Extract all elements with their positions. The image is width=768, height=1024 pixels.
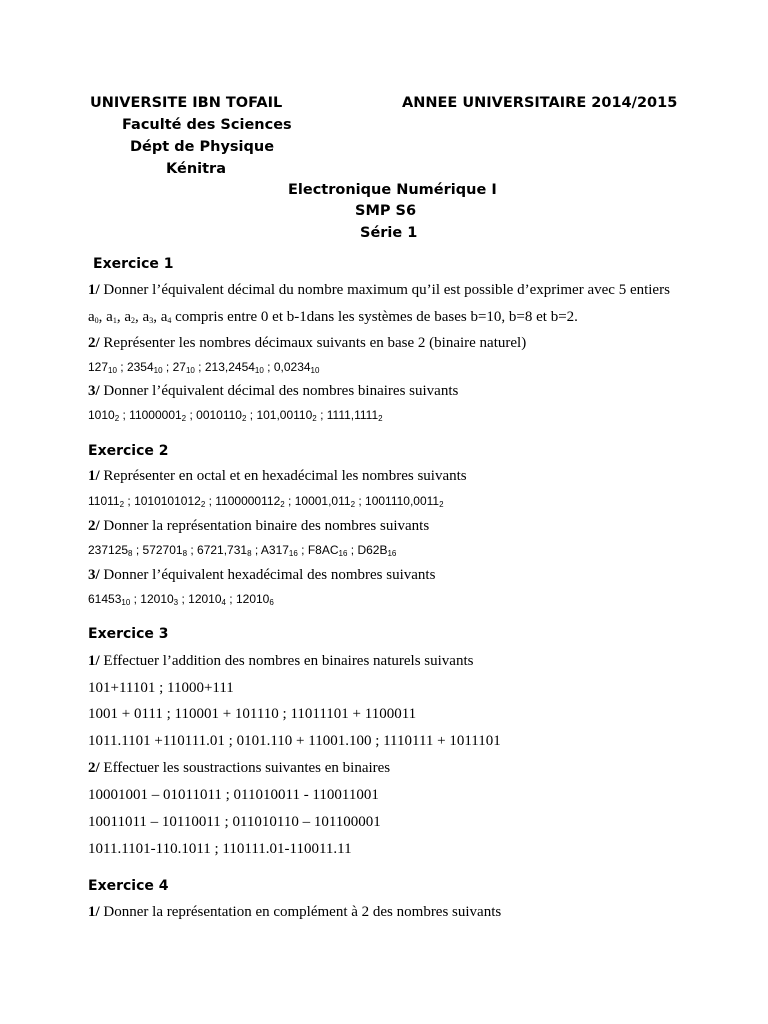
question-text: Donner l’équivalent hexadécimal des nombres suivants	[99, 567, 436, 583]
number-value: 237125	[88, 543, 129, 557]
variable-term	[88, 309, 99, 325]
exercise-3-subtraction-line-2: 10011011 – 10110011 ; 011010110 – 101100001	[88, 814, 381, 830]
variable-index: 3	[149, 316, 154, 325]
question-text: Effectuer les soustractions suivantes en binaires	[99, 760, 391, 776]
question-number: 3/	[88, 567, 100, 583]
variable-term	[117, 309, 135, 325]
exercise-2-question-2-numbers	[88, 544, 396, 556]
number-item	[88, 494, 134, 508]
number-item	[236, 592, 274, 606]
exercise-2-question-3-numbers	[88, 593, 274, 605]
number-item	[197, 543, 261, 557]
department-name: Dépt de Physique	[130, 139, 275, 155]
variable-index: 4	[167, 316, 172, 325]
number-base: 2	[241, 414, 247, 423]
question-text: compris entre 0 et b-1dans les systèmes de bases b=10, b=8 et b=2.	[171, 309, 578, 325]
separator: ;	[194, 360, 205, 374]
number-base: 2	[350, 500, 356, 509]
variable-index: 1	[112, 316, 117, 325]
number-base: 2	[200, 500, 206, 509]
separator: ;	[297, 543, 308, 557]
question-number: 1/	[88, 468, 100, 484]
question-text: Donner l’équivalent décimal du nombre maximum qu’il est possible d’exprimer avec 5 entiers	[99, 282, 670, 298]
exercise-3-title: Exercice 3	[88, 626, 169, 642]
number-item	[256, 408, 326, 422]
exercise-1-question-3-numbers	[88, 409, 383, 421]
number-item	[88, 360, 127, 374]
exercise-3-addition-line-1: 101+11101 ; 11000+111	[88, 680, 234, 696]
number-value: 61453	[88, 592, 122, 606]
exercise-2-question-1	[88, 469, 467, 484]
number-value: D62B	[357, 543, 388, 557]
exercise-3-subtraction-line-3: 1011.1101-110.1011 ; 110111.01-110011.11	[88, 841, 352, 857]
number-value: 1001110,0011	[365, 494, 440, 508]
university-name: UNIVERSITE IBN TOFAIL	[90, 95, 283, 111]
number-base: 2	[378, 414, 383, 423]
exercise-4-question-1	[88, 905, 501, 920]
number-value: 1010101012	[134, 494, 201, 508]
number-item	[143, 543, 198, 557]
question-number: 1/	[88, 904, 100, 920]
variable-list	[88, 309, 171, 325]
separator: ;	[162, 360, 173, 374]
number-value: 0010110	[196, 408, 242, 422]
exercise-2-title: Exercice 2	[88, 443, 169, 459]
level-label: SMP S6	[355, 203, 417, 219]
separator: ;	[119, 408, 130, 422]
number-base: 3	[173, 598, 179, 607]
number-base: 10	[310, 366, 320, 375]
separator: ;	[205, 494, 216, 508]
separator: ;	[355, 494, 366, 508]
number-item	[215, 494, 294, 508]
separator: ;	[186, 408, 197, 422]
faculty-name: Faculté des Sciences	[122, 117, 292, 133]
question-number: 1/	[88, 653, 100, 669]
number-base: 8	[247, 549, 252, 558]
question-number: 2/	[88, 760, 100, 776]
number-item	[295, 494, 365, 508]
city-name: Kénitra	[166, 161, 226, 177]
question-text: Représenter les nombres décimaux suivants en base 2 (binaire naturel)	[99, 335, 527, 351]
exercise-2-question-2	[88, 519, 429, 534]
number-value: 572701	[142, 543, 183, 557]
series-label: Série 1	[360, 225, 418, 241]
number-value: 10001,011	[294, 494, 351, 508]
separator: ;	[178, 592, 189, 606]
number-value: 1100000112	[215, 494, 281, 508]
number-item	[140, 592, 188, 606]
question-text: Donner la représentation en complément à 2 des nombres suivants	[99, 904, 502, 920]
number-base: 10	[121, 598, 131, 607]
question-number: 2/	[88, 518, 100, 534]
exercise-1-title: Exercice 1	[93, 256, 174, 272]
number-base: 2	[312, 414, 317, 423]
number-value: 2354	[126, 360, 154, 374]
variable-term	[153, 309, 171, 325]
number-item	[127, 360, 173, 374]
variable-name: , a	[98, 309, 113, 325]
number-base: 8	[182, 549, 188, 558]
variable-name: , a	[116, 309, 132, 325]
variable-index: 2	[131, 316, 136, 325]
question-number: 3/	[88, 383, 100, 399]
number-value: 1010	[88, 408, 115, 422]
number-base: 2	[114, 414, 120, 423]
course-title: Electronique Numérique I	[288, 182, 497, 198]
variable-term	[99, 309, 117, 325]
number-value: 213,2454	[204, 360, 255, 374]
separator: ;	[263, 360, 274, 374]
exercise-1-question-2-numbers	[88, 361, 319, 373]
number-value: 127	[88, 360, 109, 374]
number-base: 16	[387, 549, 397, 558]
number-base: 16	[338, 549, 348, 558]
number-value: A317	[260, 543, 289, 557]
exercise-3-addition-line-3: 1011.1101 +110111.01 ; 0101.110 + 11001.100 ; 1110111 + 1011101	[88, 733, 501, 749]
number-item	[274, 360, 320, 374]
separator: ;	[347, 543, 358, 557]
separator: ;	[116, 360, 127, 374]
exercise-2-question-1-numbers	[88, 495, 444, 507]
separator: ;	[130, 592, 141, 606]
exercise-3-addition-line-2: 1001 + 0111 ; 110001 + 101110 ; 11011101 + 1100011	[88, 706, 417, 722]
number-item	[88, 408, 129, 422]
number-item	[134, 494, 215, 508]
number-base: 10	[108, 366, 117, 375]
number-base: 6	[269, 598, 274, 607]
variable-term	[135, 309, 153, 325]
number-item	[88, 592, 140, 606]
number-value: 11011	[88, 494, 120, 508]
question-text: Représenter en octal et en hexadécimal les nombres suivants	[99, 468, 467, 484]
number-item	[327, 408, 383, 422]
number-value: 12010	[235, 592, 270, 606]
variable-name: a	[88, 309, 95, 325]
number-value: 27	[172, 360, 186, 374]
number-value: F8AC	[307, 543, 339, 557]
separator: ;	[124, 494, 135, 508]
number-base: 8	[128, 549, 133, 558]
separator: ;	[132, 543, 143, 557]
question-text: Donner l’équivalent décimal des nombres binaires suivants	[99, 383, 459, 399]
number-base: 16	[288, 549, 298, 558]
number-value: 1111,1111	[326, 408, 379, 422]
number-base: 2	[119, 500, 125, 509]
number-value: 6721,731	[197, 543, 248, 557]
number-item	[173, 360, 205, 374]
question-text: Effectuer l’addition des nombres en binaires naturels suivants	[99, 653, 474, 669]
variable-name: , a	[153, 309, 168, 325]
exercise-2-question-3	[88, 568, 435, 583]
number-item	[196, 408, 256, 422]
number-base: 2	[439, 500, 444, 509]
number-item	[261, 543, 308, 557]
exercise-3-subtraction-line-1: 10001001 – 01011011 ; 011010011 - 110011001	[88, 787, 379, 803]
number-item	[188, 592, 236, 606]
exercise-1-question-1	[88, 283, 670, 298]
variable-index: 0	[94, 316, 99, 325]
number-value: 12010	[188, 592, 222, 606]
number-base: 2	[280, 500, 285, 509]
number-base: 2	[181, 414, 187, 423]
question-number: 2/	[88, 335, 100, 351]
exercise-1-question-2	[88, 336, 526, 351]
exercise-3-question-2	[88, 761, 390, 776]
number-item	[357, 543, 396, 557]
number-item	[308, 543, 358, 557]
number-base: 10	[153, 366, 163, 375]
number-value: 101,00110	[256, 408, 313, 422]
separator: ;	[187, 543, 198, 557]
separator: ;	[251, 543, 261, 557]
number-base: 4	[221, 598, 226, 607]
number-value: 11000001	[129, 408, 182, 422]
academic-year: ANNEE UNIVERSITAIRE 2014/2015	[402, 95, 678, 111]
exercise-1-question-1-continued	[88, 310, 578, 325]
number-item	[129, 408, 196, 422]
number-item	[205, 360, 274, 374]
number-item	[88, 543, 143, 557]
exercise-3-question-1	[88, 654, 473, 669]
exercise-4-title: Exercice 4	[88, 878, 169, 894]
question-number: 1/	[88, 282, 100, 298]
separator: ;	[225, 592, 236, 606]
question-text: Donner la représentation binaire des nombres suivants	[99, 518, 430, 534]
variable-name: , a	[135, 309, 150, 325]
number-value: 12010	[140, 592, 174, 606]
number-base: 10	[185, 366, 195, 375]
separator: ;	[316, 408, 327, 422]
separator: ;	[246, 408, 257, 422]
number-value: 0,0234	[273, 360, 311, 374]
exercise-1-question-3	[88, 384, 458, 399]
number-base: 10	[254, 366, 264, 375]
number-item	[365, 494, 444, 508]
separator: ;	[284, 494, 295, 508]
